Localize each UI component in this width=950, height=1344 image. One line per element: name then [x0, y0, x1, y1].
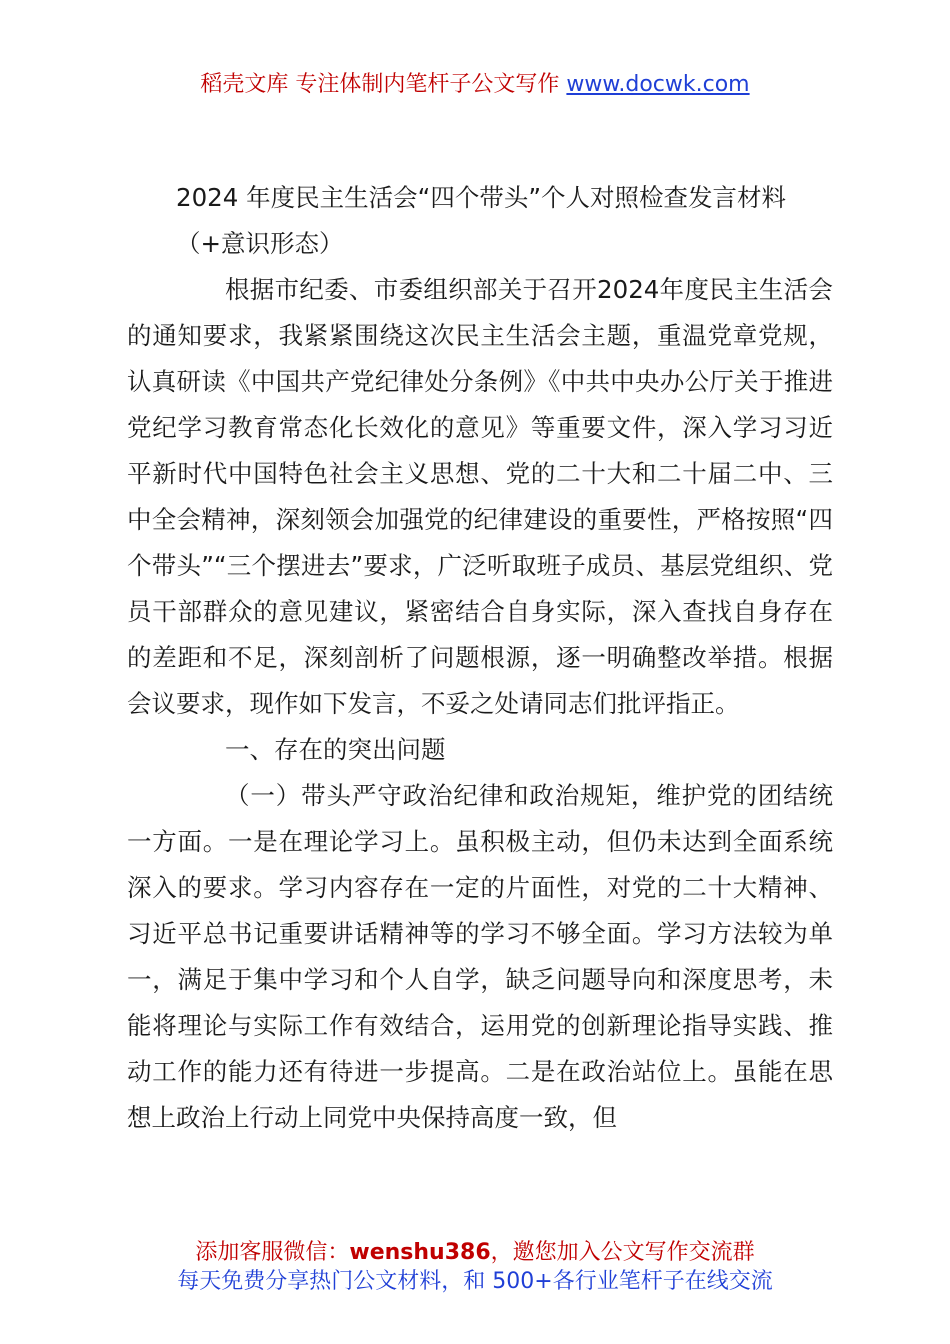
footer-share-line: 每天免费分享热门公文材料，和 500+各行业笔杆子在线交流 — [177, 1269, 773, 1294]
footer-wechat-line — [0, 1238, 950, 1268]
header-url-link[interactable]: www.docwk.com — [566, 72, 750, 97]
document-header — [0, 70, 950, 100]
section-heading: 一、存在的突出问题 — [225, 735, 446, 764]
footer-wechat-suffix: ，邀您加入公文写作交流群 — [490, 1240, 755, 1265]
intro-paragraph: 根据市纪委、市委组织部关于召开2024年度民主生活会的通知要求，我紧紧围绕这次民主生活会主题，重温党章党规，认真研读《中国共产党纪律处分条例》《中共中央办公厅关于推进党纪学习教育常态化长效化的意见》等重要文件，深入学习习近平新时代中国特色社会主义思想、党的二十大和二十届二中、三中全会精神，深刻领会加强党的纪律建设的重要性，严格按照“四个带头”“三个摆进去”要求，广泛听取班子成员、基层党组织、党员干部群众的意见建议，紧密结合自身实际，深入查找自身存在的差距和不足，深刻剖析了问题根源，逐一明确整改举措。根据会议要求，现作如下发言，不妥之处请同志们批评指正。 — [127, 275, 833, 718]
document-title: 2024 年度民主生活会“四个带头”个人对照检查发言材料（+意识形态） — [176, 183, 787, 258]
footer-wechat-prefix: 添加客服微信： — [195, 1240, 350, 1265]
header-brand-text: 稻壳文库 专注体制内笔杆子公文写作 — [200, 72, 560, 97]
footer-wechat-id: wenshu386 — [349, 1240, 491, 1265]
section-paragraph: （一）带头严守政治纪律和政治规矩，维护党的团结统一方面。一是在理论学习上。虽积极主动，但仍未达到全面系统深入的要求。学习内容存在一定的片面性，对党的二十大精神、习近平总书记重要讲话精神等的学习不够全面。学习方法较为单一，满足于集中学习和个人自学，缺乏问题导向和深度思考，未能将理论与实际工作有效结合，运用党的创新理论指导实践、推动工作的能力还有待进一步提高。二是在政治站位上。虽能在思想上政治上行动上同党中央保持高度一致，但 — [127, 781, 833, 1132]
document-body — [127, 175, 833, 1141]
